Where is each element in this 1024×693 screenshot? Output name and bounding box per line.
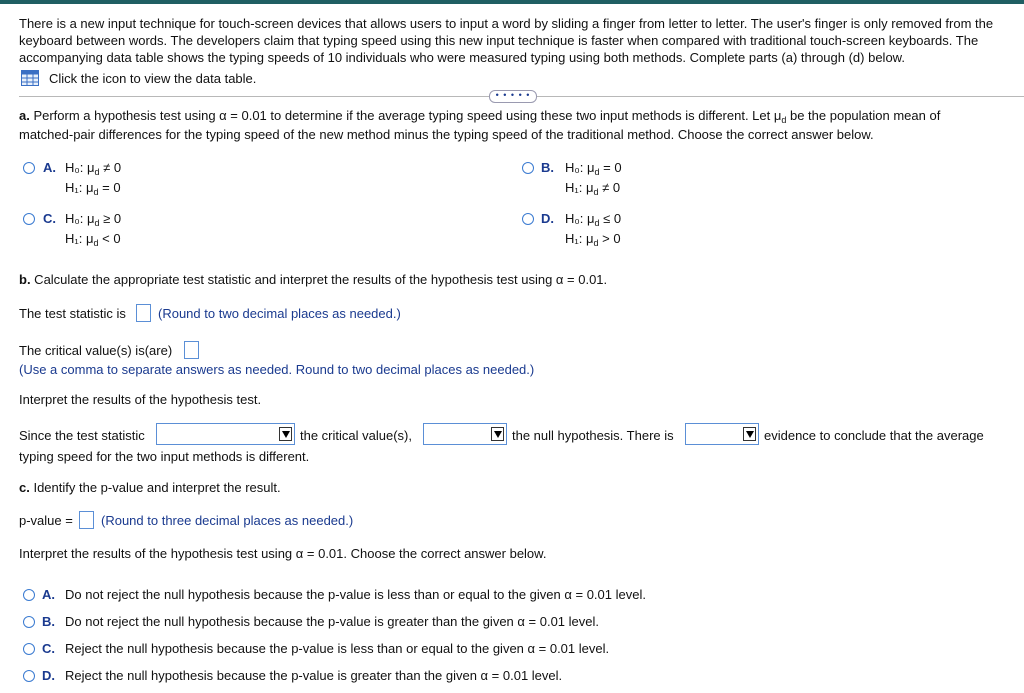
interpret-label: Interpret the results of the hypothesis test. [19,392,262,407]
since-test-statistic-text: Since the test statistic [19,428,145,443]
part-c-option-c-letter: C. [42,641,55,656]
part-b-label: b. [19,272,31,287]
part-a-option-a-letter: A. [43,160,56,175]
part-a-option-a-radio[interactable] [23,162,35,174]
test-statistic-hint: (Round to two decimal places as needed.) [158,306,401,321]
data-table-link[interactable]: Click the icon to view the data table. [49,71,257,86]
part-c-interpret: Interpret the results of the hypothesis test using α = 0.01. Choose the correct answer below. [19,546,547,561]
part-a-option-c-h1: H₁: $\mu_d < 0$ [65,231,121,248]
part-a-question-line2: matched-pair differences for the typing speed of the new method minus the typing speed of the traditional method. Choose the correct answer below. [19,127,874,142]
expand-button[interactable]: • • • • • [489,90,537,103]
test-statistic-label: The test statistic is [19,306,126,321]
chevron-down-icon [743,427,756,441]
critical-value-label: The critical value(s) is(are) [19,343,173,358]
evidence-text: evidence to conclude that the average [764,428,984,443]
part-a-option-d-radio[interactable] [522,213,534,225]
top-accent-bar [0,0,1024,4]
part-c-option-b-letter: B. [42,614,55,629]
part-c-option-a-radio[interactable] [23,589,35,601]
critical-value-input[interactable] [184,341,199,359]
part-a-option-a-h0: H₀: $\mu_d \ne 0$ [65,160,122,177]
p-value-hint: (Round to three decimal places as needed.) [101,513,354,528]
p-value-label: p-value = [19,513,73,528]
reject-dropdown[interactable] [423,423,507,445]
part-c-option-d-radio[interactable] [23,670,35,682]
test-statistic-input[interactable] [136,304,151,322]
null-hypothesis-text: the null hypothesis. There is [512,428,674,443]
problem-intro: There is a new input technique for touch-screen devices that allows users to input a word by sliding a finger from letter to letter. The user's finger is only removed from the keyboard between words. The developers claim that typing speed using this new input technique is faster when compared with traditional touch-screen keyboards. The accompanying data table shows the typing speeds of 10 individuals who were measured typing using both methods. Complete parts (a) through (d) below. [19,16,994,65]
critical-value-hint: (Use a comma to separate answers as needed. Round to two decimal places as needed.) [19,362,535,377]
chevron-down-icon [491,427,504,441]
part-c-option-c-text: Reject the null hypothesis because the p-value is less than or equal to the given α = 0.01 level. [65,641,610,656]
part-a-option-c-radio[interactable] [23,213,35,225]
part-a-option-d-h0: H₀: $\mu_d \le 0$ [565,211,622,228]
part-a-option-b-letter: B. [541,160,554,175]
part-c-option-d-letter: D. [42,668,55,683]
part-c-option-a-letter: A. [42,587,55,602]
part-a-option-c-h0: H₀: $\mu_d \ge 0$ [65,211,122,228]
part-a-option-b-h0: H₀: $\mu_d = 0$ [565,160,622,177]
chevron-down-icon [279,427,292,441]
evidence-dropdown[interactable] [685,423,759,445]
part-c-label: c. [19,480,30,495]
part-c-option-c-radio[interactable] [23,643,35,655]
data-table-icon[interactable] [21,70,39,86]
part-a-option-d-letter: D. [541,211,554,226]
critical-values-text: the critical value(s), [300,428,412,443]
evidence-text-line2: typing speed for the two input methods is different. [19,449,310,464]
comparison-dropdown[interactable] [156,423,295,445]
part-a-option-c-letter: C. [43,211,56,226]
part-a-option-b-h1: H₁: $\mu_d \ne 0$ [565,180,621,197]
part-a-option-b-radio[interactable] [522,162,534,174]
part-c-option-a-text: Do not reject the null hypothesis because the p-value is less than or equal to the given α = 0.01 level. [65,587,646,602]
part-a-question: a. Perform a hypothesis test using α = 0.01 to determine if the average typing speed using these two input methods is different. Let $\mu_d$ be the population mean of [19,108,941,125]
part-b-question: b. Calculate the appropriate test statistic and interpret the results of the hypothesis test using α = 0.01. [19,272,608,287]
part-c-question: c. Identify the p-value and interpret the result. [19,480,281,495]
part-c-option-b-text: Do not reject the null hypothesis because the p-value is greater than the given α = 0.01 level. [65,614,599,629]
part-a-option-a-h1: H₁: $\mu_d = 0$ [65,180,121,197]
part-c-option-d-text: Reject the null hypothesis because the p-value is greater than the given α = 0.01 level. [65,668,563,683]
part-a-option-d-h1: H₁: $\mu_d > 0$ [565,231,621,248]
p-value-input[interactable] [79,511,94,529]
part-a-label: a. [19,108,30,123]
part-c-option-b-radio[interactable] [23,616,35,628]
